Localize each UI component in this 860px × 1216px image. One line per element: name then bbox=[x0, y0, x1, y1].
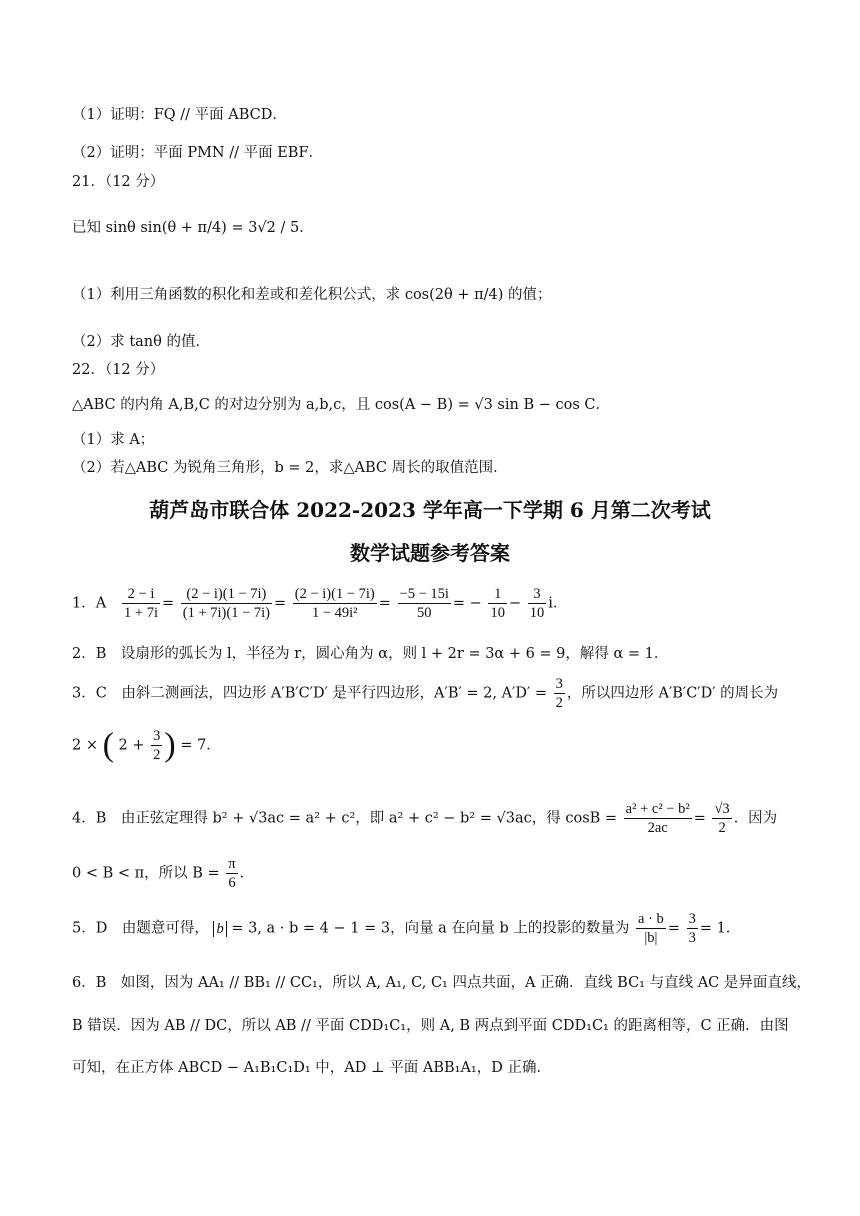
q22-part1: （1）求 A； bbox=[72, 432, 155, 448]
answer-subtitle: 数学试题参考答案 bbox=[350, 541, 510, 565]
q22-part2: （2）若△ABC 为锐角三角形，b = 2，求△ABC 周长的取值范围． bbox=[72, 460, 508, 476]
fraction: $\frac{3}{2}$ bbox=[555, 676, 563, 711]
answer-4: 4．B 由正弦定理得 b² + √3ac = a² + c²，即 a² + c² − b² = √3ac，得 cosB = $\frac{\text{a² + c² − b²}}{2ac}$ = $\frac{√3}{2}$ ．因为 bbox=[72, 801, 778, 836]
answer-title: 葫芦岛市联合体 2022-2023 学年高一下学期 6 月第二次考试 bbox=[149, 498, 711, 522]
fraction: $\frac{3}{10}$ bbox=[529, 586, 545, 621]
fraction: $\frac{1}{10}$ bbox=[490, 586, 505, 621]
answer-2: 2．B 设扇形的弧长为 l，半径为 r，圆心角为 α，则 l + 2r = 3α + 6 = 9，解得 α = 1． bbox=[72, 646, 669, 662]
fraction: $\frac{2 - i}{1 + 7i}$ bbox=[124, 586, 158, 621]
fraction: $\frac{\text{a² + c² − b²}}{2ac}$ bbox=[625, 801, 690, 836]
q22-given: △ABC 的内角 A,B,C 的对边分别为 a,b,c，且 cos(A − B) = √3 sin B − cos C． bbox=[72, 397, 610, 413]
answer-5: 5．D 由题意可得， b = 3, a · b = 4 − 1 = 3，向量 a 在向量 b 上的投影的数量为 $\frac{a \cdot b}{|b|}$ = $\frac{3}{3}$ = 1． bbox=[72, 911, 741, 946]
fraction: $\frac{(2 - i)(1 - 7i)}{(1 + 7i)(1 - 7i)}$ bbox=[182, 586, 270, 621]
q21-part2: （2）求 tanθ 的值． bbox=[72, 334, 210, 350]
answer-3-line2: 2 × ( 2 + $\frac{3}{2}$ ) = 7． bbox=[72, 726, 221, 764]
q21-given: 已知 sinθ sin(θ + π/4) = 3√2 / 5． bbox=[72, 220, 314, 236]
fraction: $\frac{\pi}{6}$ bbox=[228, 856, 236, 891]
q20-part2: （2）证明：平面 PMN // 平面 EBF． bbox=[72, 145, 324, 161]
answer-3: 3．C 由斜二测画法，四边形 A′B′C′D′ 是平行四边形，A′B′ = 2, A′D′ = $\frac{3}{2}$ ，所以四边形 A′B′C′D′ 的周长为 bbox=[72, 676, 779, 711]
fraction: $\frac{3}{3}$ bbox=[688, 911, 696, 946]
answer-1: 1．A $\frac{2 - i}{1 + 7i}$ = $\frac{(2 - i)(1 - 7i)}{(1 + 7i)(1 - 7i)}$ = $\frac{(2 - i)(1 - 7i)}{\text{1 − 49i²}}$ = $\frac{-5 - 15i}{50}$ = − $\frac{1}{10}$ − $\frac{3}{10}$ i． bbox=[72, 586, 568, 621]
fraction: $\frac{a \cdot b}{|b|}$ bbox=[638, 911, 664, 946]
vector-b-magnitude: b bbox=[213, 921, 226, 937]
fraction: $\frac{√3}{2}$ bbox=[714, 801, 730, 836]
fraction: $\frac{-5 - 15i}{50}$ bbox=[399, 586, 449, 621]
fraction: $\frac{3}{2}$ bbox=[153, 728, 161, 763]
answer-6-line3: 可知，在正方体 ABCD − A₁B₁C₁D₁ 中，AD ⊥ 平面 ABB₁A₁，D 正确． bbox=[72, 1060, 551, 1076]
q21-header: 21．（12 分） bbox=[72, 174, 165, 190]
answer-6-line2: B 错误．因为 AB // DC，所以 AB // 平面 CDD₁C₁，则 A, B 两点到平面 CDD₁C₁ 的距离相等，C 正确．由图 bbox=[72, 1018, 789, 1034]
answer-4-line2: 0 < B < π，所以 B = $\frac{\pi}{6}$ ． bbox=[72, 856, 255, 891]
q20-part1: （1）证明：FQ // 平面 ABCD． bbox=[72, 107, 287, 123]
q21-part1: （1）利用三角函数的积化和差或和差化积公式，求 cos(2θ + π/4) 的值； bbox=[72, 287, 552, 303]
q22-header: 22．（12 分） bbox=[72, 362, 165, 378]
answer-6-line1: 6．B 如图，因为 AA₁ // BB₁ // CC₁，所以 A, A₁, C, C₁ 四点共面，A 正确．直线 BC₁ 与直线 AC 是异面直线， bbox=[72, 975, 811, 991]
answer-1-label: 1．A bbox=[72, 595, 107, 612]
fraction: $\frac{(2 - i)(1 - 7i)}{\text{1 − 49i²}}$ bbox=[294, 586, 375, 621]
